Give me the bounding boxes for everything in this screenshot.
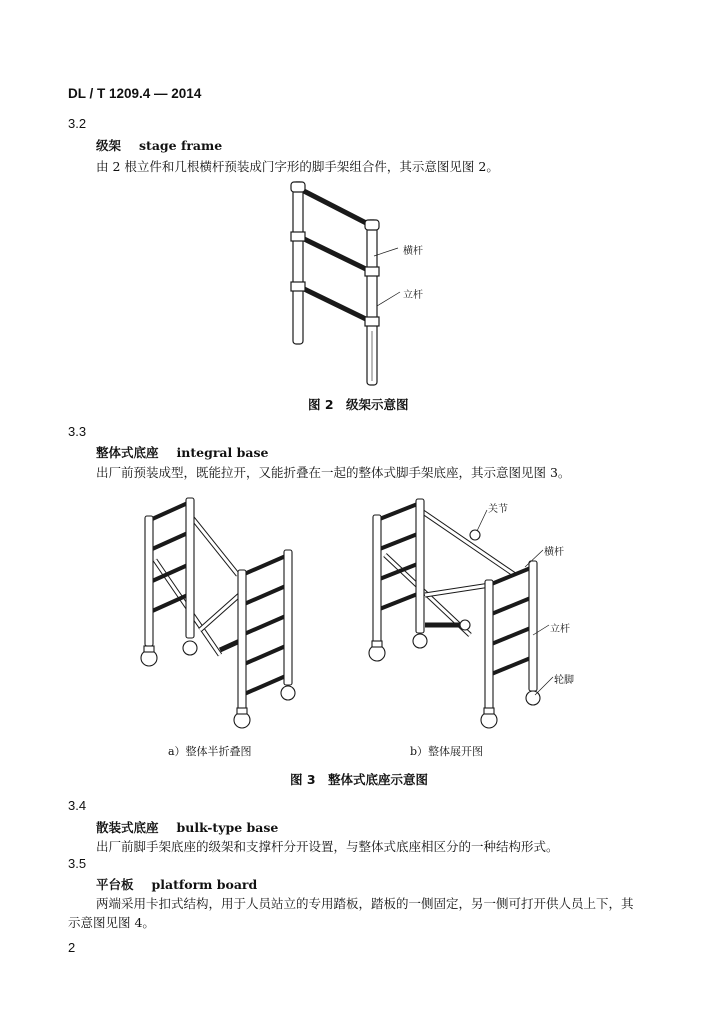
term-bulk-type-base <box>96 818 278 836</box>
label-crossbar: 横杆 <box>403 246 423 257</box>
definition-3-5-line2: 示意图见图 4。 <box>68 915 155 930</box>
page-number: 2 <box>68 940 76 955</box>
figure-3b-expanded <box>365 495 545 730</box>
term-en: stage frame <box>139 138 223 153</box>
label-joint: 关节 <box>488 504 508 515</box>
section-number-3-5: 3.5 <box>68 856 87 871</box>
definition-3-4: 出厂前脚手架底座的级架和支撑杆分开设置，与整体式底座相区分的一种结构形式。 <box>96 839 559 854</box>
term-en: bulk-type base <box>176 820 279 835</box>
definition-3-3: 出厂前预装成型，既能拉开，又能折叠在一起的整体式脚手架底座，其示意图见图 3。 <box>96 465 571 480</box>
term-stage-frame <box>96 136 222 154</box>
definition-3-5-line1: 两端采用卡扣式结构，用于人员站立的专用踏板，踏板的一侧固定，另一侧可打开供人员上下，其 <box>96 896 634 911</box>
label-upright-3b: 立杆 <box>550 624 570 635</box>
figure-3b-subcaption: b）整体展开图 <box>410 745 484 758</box>
figure-2-stage-frame <box>280 176 460 386</box>
label-caster: 轮脚 <box>554 675 574 686</box>
label-crossbar-3b: 横杆 <box>544 547 564 558</box>
figure-3a-subcaption: a）整体半折叠图 <box>168 745 252 758</box>
section-number-3-3: 3.3 <box>68 424 87 439</box>
term-platform-board <box>96 875 257 893</box>
term-en: platform board <box>151 877 258 892</box>
label-upright: 立杆 <box>403 290 423 301</box>
document-header: DL / T 1209.4 — 2014 <box>68 86 202 101</box>
figure-3-caption: 图 3 整体式底座示意图 <box>290 772 429 787</box>
figure-2-caption: 图 2 级架示意图 <box>308 397 409 412</box>
section-number-3-4: 3.4 <box>68 798 87 813</box>
figure-3a-half-folded <box>130 490 310 730</box>
term-cn: 整体式底座 <box>96 445 159 460</box>
term-cn: 散装式底座 <box>96 820 159 835</box>
definition-3-2: 由 2 根立件和几根横杆预装成门字形的脚手架组合件，其示意图见图 2。 <box>96 159 499 174</box>
section-number-3-2: 3.2 <box>68 116 87 131</box>
term-en: integral base <box>176 445 269 460</box>
term-integral-base <box>96 443 268 461</box>
term-cn: 平台板 <box>96 877 134 892</box>
term-cn: 级架 <box>96 138 122 153</box>
